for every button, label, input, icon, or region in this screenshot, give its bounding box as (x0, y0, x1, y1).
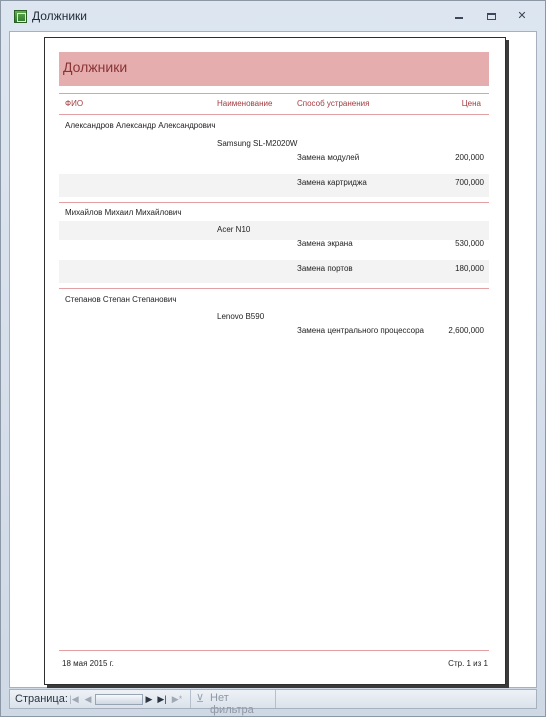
repair-row (59, 260, 489, 283)
group-divider (59, 202, 489, 203)
record-navigation-bar (9, 689, 537, 716)
minimize-button[interactable] (448, 8, 470, 24)
close-button[interactable] (511, 8, 533, 24)
repair-method: Замена портов (297, 264, 353, 273)
debtor-name: Михайлов Михаил Михайлович (65, 208, 182, 217)
repair-row (59, 174, 489, 197)
maximize-icon (487, 13, 496, 20)
device-row (59, 139, 489, 151)
repair-price: 700,000 (455, 178, 484, 187)
debtor-name: Степанов Степан Степанович (65, 295, 177, 304)
report-preview-area[interactable] (9, 31, 537, 688)
filter-icon: ⊻ (196, 693, 205, 705)
column-header-fio: ФИО (65, 99, 84, 108)
repair-price: 200,000 (455, 153, 484, 162)
debtor-row (59, 295, 489, 307)
maximize-button[interactable] (480, 8, 502, 24)
column-header-method: Способ устранения (297, 99, 370, 108)
column-header-name: Наименование (217, 99, 273, 108)
device-row (59, 221, 489, 240)
debtor-row (59, 208, 489, 220)
repair-price: 2,600,000 (448, 326, 484, 335)
debtor-name: Александров Александр Александрович (65, 121, 216, 130)
repair-method: Замена картриджа (297, 178, 367, 187)
page-number-field[interactable] (95, 694, 143, 705)
repair-row (59, 153, 489, 165)
repair-row (59, 239, 489, 251)
device-row (59, 312, 489, 324)
previous-record-icon[interactable]: ◀ (84, 694, 92, 704)
device-name: Acer N10 (217, 225, 251, 234)
report-date: 18 мая 2015 г. (62, 659, 114, 668)
filter-status: Нет фильтра (210, 692, 254, 716)
debtor-row (59, 121, 489, 133)
report-page (44, 37, 506, 685)
report-header (59, 52, 489, 86)
close-icon: ✕ (517, 10, 527, 22)
footer-divider (59, 650, 489, 651)
repair-price: 180,000 (455, 264, 484, 273)
repair-method: Замена экрана (297, 239, 353, 248)
new-record-icon[interactable]: ▶* (171, 694, 183, 704)
first-record-icon[interactable]: |◀ (69, 694, 79, 704)
column-headers (59, 93, 489, 115)
window-title: Должники (32, 9, 87, 23)
repair-method: Замена модулей (297, 153, 360, 162)
page-number: Стр. 1 из 1 (448, 659, 488, 668)
group-divider (59, 288, 489, 289)
next-record-icon[interactable]: ▶ (145, 694, 153, 704)
access-report-icon (14, 10, 27, 23)
repair-row (59, 326, 489, 338)
repair-method: Замена центрального процессора (297, 326, 424, 335)
title-bar[interactable] (1, 1, 545, 31)
page-label: Страница: (15, 693, 68, 705)
repair-price: 530,000 (455, 239, 484, 248)
last-record-icon[interactable]: ▶| (157, 694, 167, 704)
minimize-icon (455, 17, 463, 19)
device-name: Lenovo B590 (217, 312, 265, 321)
report-title: Должники (63, 59, 128, 75)
column-header-price: Цена (461, 99, 481, 108)
device-name: Samsung SL-M2020W (217, 139, 298, 148)
filter-button[interactable] (190, 690, 276, 716)
